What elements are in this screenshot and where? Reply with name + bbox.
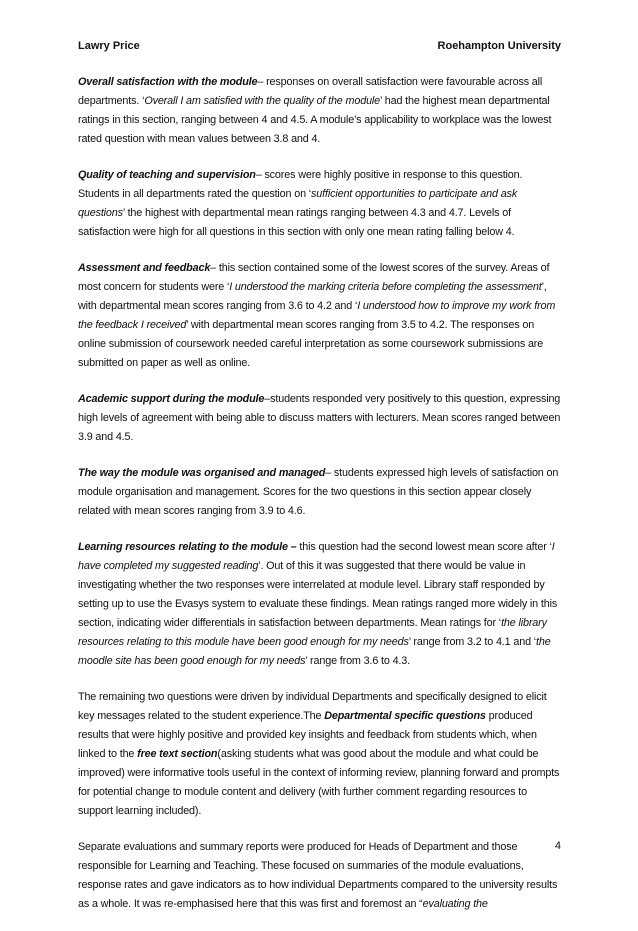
- section-heading: Learning resources relating to the module –: [78, 541, 297, 553]
- document-body: [78, 73, 563, 931]
- quoted-phrase: evaluating the: [422, 898, 488, 910]
- emphasis-term: Departmental specific questions: [324, 710, 486, 722]
- quoted-question: Overall I am satisfied with the quality of the module: [144, 95, 381, 107]
- quoted-question: I have completed my suggested reading: [78, 541, 555, 572]
- page-number: 4: [554, 840, 561, 852]
- emphasis-term: free text section: [137, 748, 218, 760]
- paragraph-module-organisation: The way the module was organised and managed– students expressed high levels of satisfaction on module organisation and management. Scores for the two questions in this section appear closely related with mean scores ranging from 3.9 to 4.6.: [78, 467, 559, 517]
- paragraph-assessment-feedback: Assessment and feedback– this section contained some of the lowest scores of the survey. Areas of most concern for students were ‘I understood the marking criteria before completing the assessment’, with departmental mean scores ranging from 3.6 to 4.2 and ‘I understood how to improve my work from the feedback I received’ with departmental mean scores ranging from 3.5 to 4.2. The responses on online submission of coursework needed careful interpretation as some coursework submissions are submitted on paper as well as online.: [78, 262, 556, 369]
- paragraph-summary-reports: Separate evaluations and summary reports were produced for Heads of Department and those responsible for Learning and Teaching. These focused on summaries of the module evaluations, response rates and gave indicators as to how individual Departments compared to the university results as a whole. It was re-emphasised here that this was first and foremost an “evaluating the: [78, 841, 558, 910]
- paragraph-overall-satisfaction: Overall satisfaction with the module– responses on overall satisfaction were favourable across all departments. ‘Overall I am satisfied with the quality of the module’ had the highest mean departmental ratings in this section, ranging between 4 and 4.5. A module’s applicability to workplace was the lowest rated question with mean values between 3.8 and 4.: [78, 76, 552, 145]
- section-heading: Quality of teaching and supervision: [78, 169, 256, 181]
- quoted-question: the library resources relating to this module have been good enough for my needs: [78, 617, 547, 648]
- quoted-question: I understood how to improve my work from the feedback I received: [78, 300, 556, 331]
- header-institution: Roehampton University: [437, 40, 561, 52]
- section-heading: The way the module was organised and managed: [78, 467, 326, 479]
- paragraph-departmental-questions: The remaining two questions were driven by individual Departments and specifically designed to elicit key messages related to the student experience.The Departmental specific questions produced results that were highly positive and provided key insights and feedback from students which, when linked to the free text section(asking students what was good about the module and what could be improved) were informative tools useful in the context of informing review, planning forward and prompts for potential change to module content and delivery (with further comment regarding resources to support learning included).: [78, 691, 560, 817]
- section-heading: Assessment and feedback: [78, 262, 211, 274]
- quoted-question: I understood the marking criteria before completing the assessment: [229, 281, 542, 293]
- quoted-question: the moodle site has been good enough for my needs: [78, 636, 551, 667]
- paragraph-quality-teaching: Quality of teaching and supervision– scores were highly positive in response to this question. Students in all departments rated the question on ‘sufficient opportunities to participate and ask questions’ the highest with departmental mean ratings ranging between 4.3 and 4.7. Levels of satisfaction were high for all questions in this section with only one mean rating falling below 4.: [78, 169, 523, 238]
- header-author: Lawry Price: [78, 40, 140, 52]
- paragraph-academic-support: Academic support during the module–students responded very positively to this question, expressing high levels of agreement with being able to discuss matters with lecturers. Mean scores ranged between 3.9 and 4.5.: [78, 393, 561, 443]
- quoted-question: sufficient opportunities to participate and ask questions: [78, 188, 518, 219]
- paragraph-learning-resources: Learning resources relating to the module – this question had the second lowest mean score after ‘I have completed my suggested reading’. Out of this it was suggested that there would be value in investigating whether the two responses were interrelated at module level. Library staff responded by setting up to use the Evasys system to evaluate these findings. Mean ratings ranged more widely in this section, indicating wider differentials in satisfaction between departments. Mean ratings for ‘the library resources relating to this module have been good enough for my needs’ range from 3.2 to 4.1 and ‘the moodle site has been good enough for my needs’ range from 3.6 to 4.3.: [78, 541, 558, 667]
- section-heading: Academic support during the module: [78, 393, 265, 405]
- section-heading: Overall satisfaction with the module: [78, 76, 258, 88]
